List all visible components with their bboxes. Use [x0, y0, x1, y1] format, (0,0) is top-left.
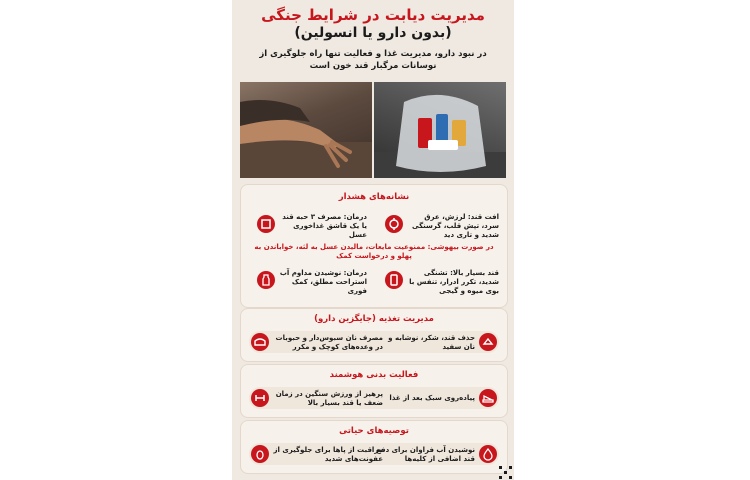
unconscious-alert: در صورت بیهوشی: ممنوعیت مایعات، مالیدن عسل به لثه، خواباندن به پهلو و درخواست کمک: [254, 243, 494, 260]
warning-card: [240, 184, 508, 308]
medicine-photo: [374, 82, 506, 178]
nutrition-pill: [249, 331, 499, 353]
nutrition-card: [240, 308, 508, 362]
warning-title: نشانه‌های هشدار: [338, 192, 410, 202]
water-bottle-icon: [257, 271, 275, 289]
high-sugar-text: قند بسیار بالا: تشنگی شدید، تکرر ادرار، تنفس با بوی میوه و گیجی: [409, 269, 499, 295]
sugar-cube-icon: [257, 215, 275, 233]
nutrition-left-text: مصرف نان سبوس‌دار و حبوبات در وعده‌های کوچک و مکرر: [275, 334, 383, 351]
water-drop-icon: [479, 445, 497, 463]
low-sugar-text: افت قند: لرزش، عرق سرد، تپش قلب، گرسنگی شدید و تاری دید: [411, 213, 499, 239]
nutrition-title: مدیریت تغذیه (جایگزین دارو): [314, 314, 434, 324]
photo-strip: [240, 82, 506, 178]
low-sugar-icon: [385, 215, 403, 233]
footprint-icon: [251, 445, 269, 463]
high-sugar-treatment: درمان: نوشیدن مداوم آب استراحت مطلق، کمک فوری: [279, 269, 367, 295]
no-sugar-icon: [479, 333, 497, 351]
nutrition-right-text: حذف قند، شکر، نوشابه و نان سفید: [388, 334, 475, 351]
tips-title: توصیه‌های حیاتی: [339, 426, 409, 436]
infographic-poster: [232, 0, 514, 480]
low-sugar-treatment: درمان: مصرف ۳ حبه قند یا یک قاشق غذاخوری عسل: [282, 213, 367, 239]
decorative-dots: [490, 466, 512, 480]
activity-card: [240, 364, 508, 418]
hand-photo: [240, 82, 372, 178]
shoe-icon: [479, 389, 497, 407]
tips-card: [240, 420, 508, 474]
activity-left-text: پرهیز از ورزش سنگین در زمان ضعف یا قند بسیار بالا: [275, 390, 383, 407]
bread-icon: [251, 333, 269, 351]
dumbbell-icon: [251, 389, 269, 407]
poster-title: مدیریت دیابت در شرایط جنگی: [261, 6, 485, 24]
tips-pill: [249, 443, 499, 465]
medicine-bag-icon: [374, 82, 506, 178]
activity-title: فعالیت بدنی هوشمند: [329, 370, 419, 380]
tips-left-text: مراقبت از پاها برای جلوگیری از عفونت‌های شدید: [273, 446, 383, 463]
header: [232, 0, 514, 72]
poster-lead: در نبود دارو، مدیریت غذا و فعالیت تنها راه جلوگیری از نوسانات مرگبار قند خون است: [259, 49, 487, 71]
tips-right-text: نوشیدن آب فراوان برای دفع قند اضافی از کلیه‌ها: [376, 446, 475, 463]
poster-subtitle: (بدون دارو یا انسولین): [294, 25, 452, 41]
high-sugar-icon: [385, 271, 403, 289]
activity-pill: [249, 387, 499, 409]
activity-right-text: پیاده‌روی سبک بعد از غذا: [389, 394, 475, 402]
hand-reaching-icon: [240, 82, 372, 178]
